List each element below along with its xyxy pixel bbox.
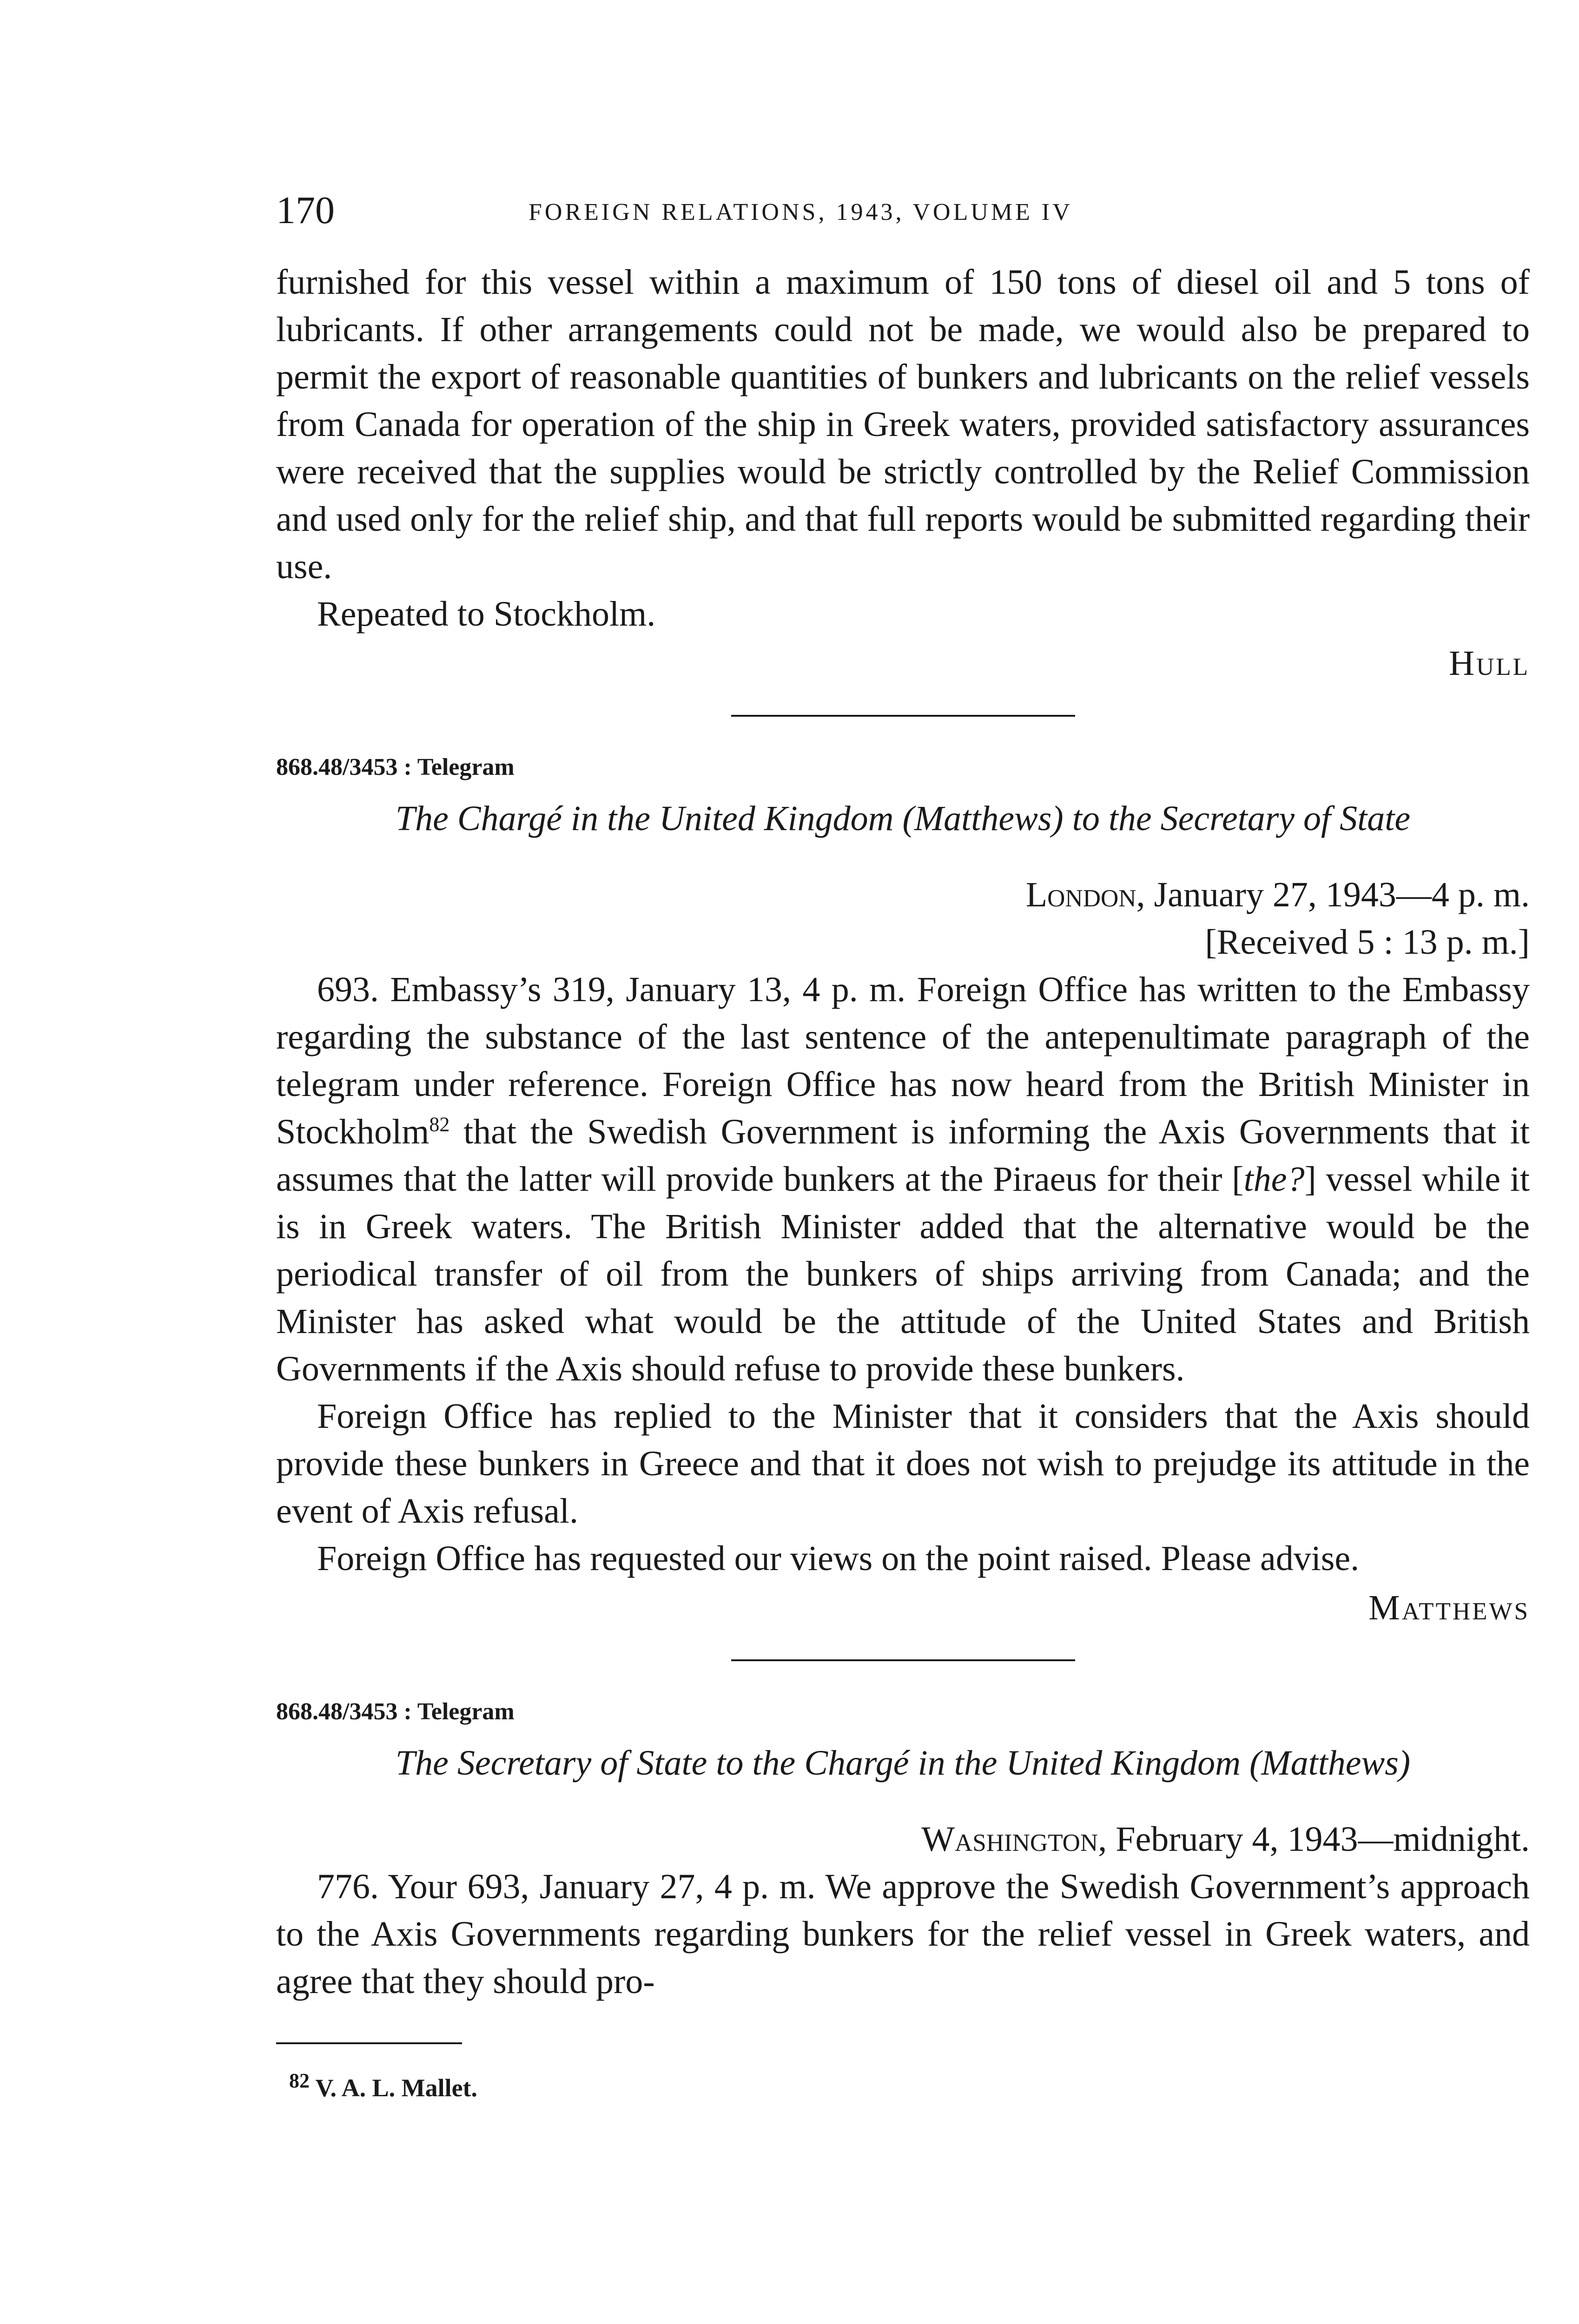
telegram-paragraph: Foreign Office has requested our views on the point raised. Please advise. [317, 1539, 1360, 1578]
telegram-paragraph [276, 966, 1530, 1393]
footnote-text: V. A. L. Mallet. [310, 2074, 478, 2102]
footnote-marker: 82 [429, 1113, 450, 1136]
page-number: 170 [276, 189, 335, 232]
signature-matthews: Matthews [1368, 1588, 1530, 1627]
paragraph-text: 693. Embassy’s 319, January 13, 4 p. m. Foreign Office has written to the Embassy regarding the substance of the last sentence of the antepenultimate paragraph of the telegram under reference. Foreign Office has now heard from the British Minister in Stockholm [276, 970, 1530, 1151]
editorial-insertion: the? [1243, 1160, 1305, 1199]
document-title: The Chargé in the United Kingdom (Matthews) to the Secretary of State [395, 799, 1411, 838]
dateline [276, 1816, 1530, 1863]
continuation-paragraph: furnished for this vessel within a maximum of 150 tons of diesel oil and 5 tons of lubricants. If other arrangements could not be made, we would also be prepared to permit the export of reasonable quantities of bunkers and lubricants on the relief vessels from Canada for operation of the ship in Greek waters, provided satisfactory assurances were received that the supplies would be strictly controlled by the Relief Commission and used only for the relief ship, and that full reports would be submitted regarding their use. [276, 263, 1530, 586]
document-title: The Secretary of State to the Chargé in the United Kingdom (Matthews) [395, 1743, 1411, 1783]
dateline-place: London [1025, 875, 1136, 914]
dateline [276, 871, 1530, 918]
running-head [276, 185, 1530, 236]
repeated-note: Repeated to Stockholm. [317, 594, 656, 634]
section-divider [731, 715, 1075, 717]
paragraph-text: ] vessel while it is in Greek waters. The British Minister added that the alternative would be the periodical transfer of oil from the bunkers of ships arriving from Canada; and the Minister has asked what would be the attitude of the United States and British Governments if the Axis should refuse to provide these bunkers. [276, 1160, 1530, 1388]
dateline-date: , January 27, 1943—4 p. m. [1136, 875, 1530, 914]
paragraph-text: that the Swedish Government is informing the Axis Governments that it assumes that the latter will provide bunkers at the Piraeus for their [ [276, 1112, 1530, 1199]
dateline-date: , February 4, 1943—midnight. [1098, 1820, 1530, 1859]
footnote-rule [276, 2042, 462, 2044]
running-title: FOREIGN RELATIONS, 1943, VOLUME IV [529, 199, 1073, 225]
footnote-number: 82 [289, 2069, 310, 2092]
file-reference: 868.48/3453 : Telegram [276, 754, 515, 780]
telegram-paragraph: 776. Your 693, January 27, 4 p. m. We approve the Swedish Government’s approach to the Axis Governments regarding bunkers for the relief vessel in Greek waters, and agree that they should pro- [276, 1867, 1530, 2001]
section-divider [731, 1659, 1075, 1661]
file-reference: 868.48/3453 : Telegram [276, 1698, 515, 1725]
footnote [289, 2069, 1530, 2106]
received-note: [Received 5 : 13 p. m.] [1205, 923, 1530, 962]
telegram-paragraph: Foreign Office has replied to the Minister that it considers that the Axis should provide these bunkers in Greece and that it does not wish to prejudge its attitude in the event of Axis refusal. [276, 1397, 1530, 1531]
dateline-place: Washington [921, 1820, 1098, 1859]
signature-hull: Hull [1449, 644, 1530, 683]
footnotes [276, 2042, 1530, 2106]
